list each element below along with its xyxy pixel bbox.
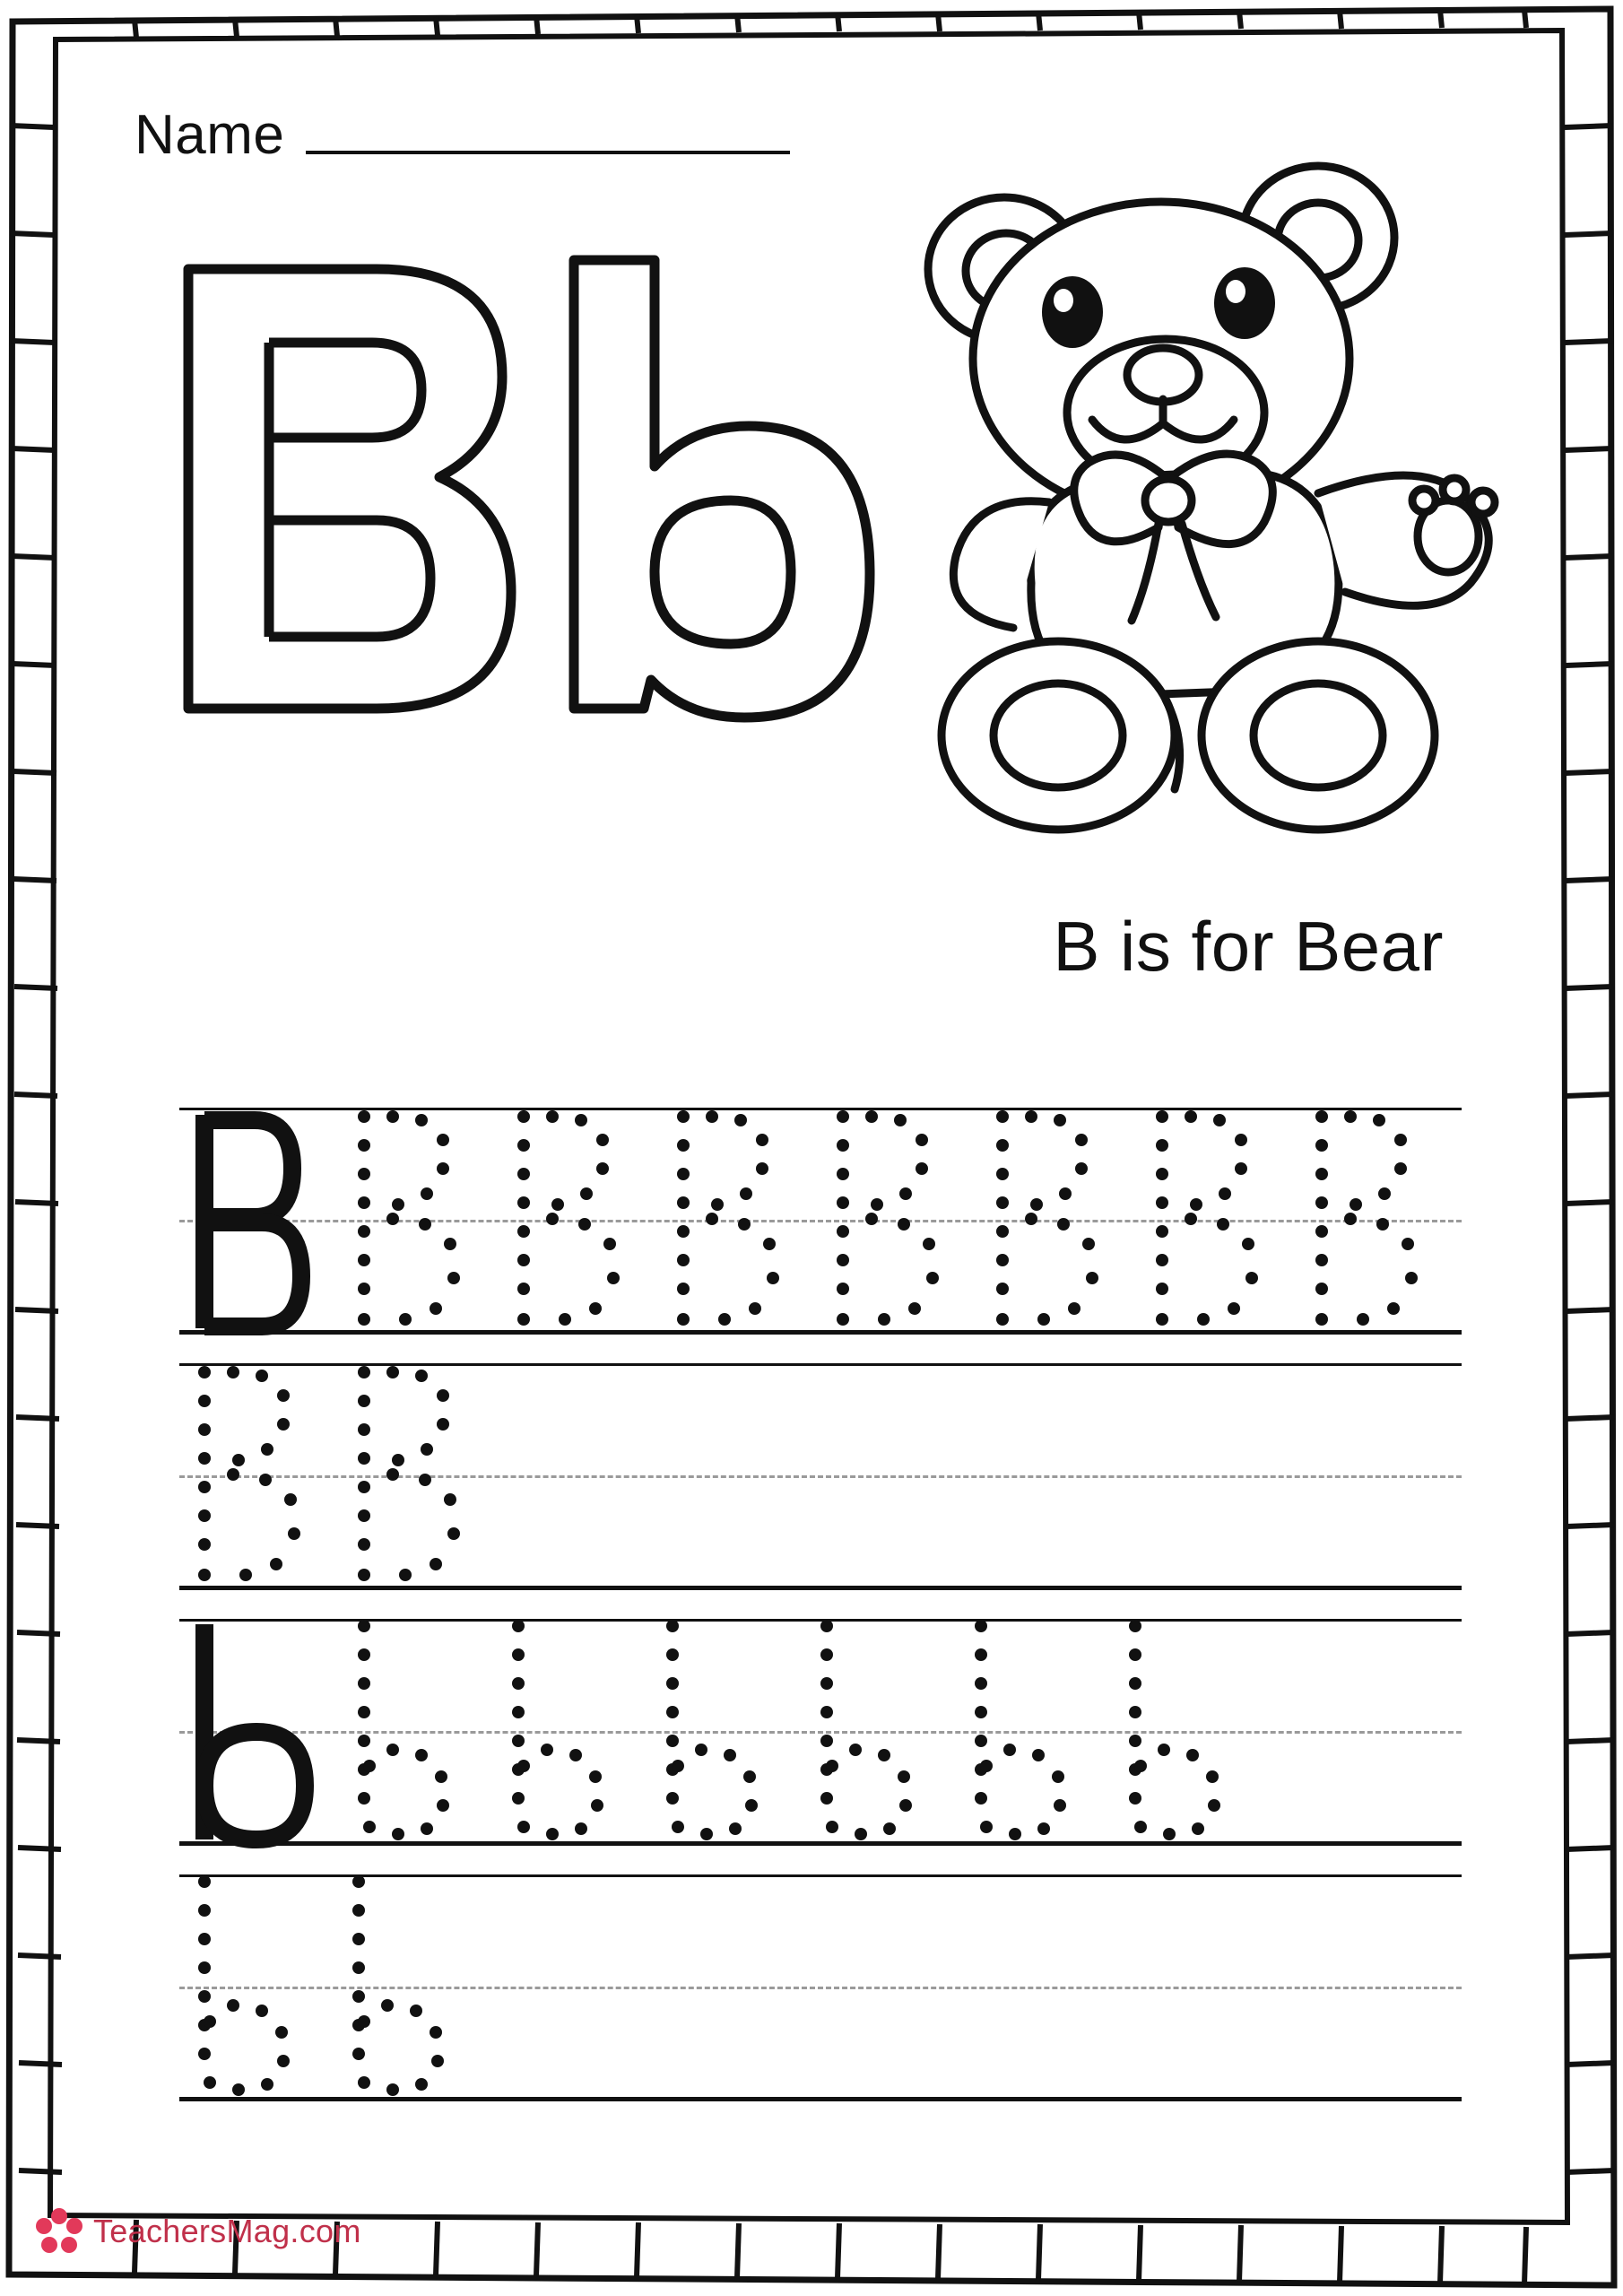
trace-glyphs-row-1 <box>179 1108 1462 1332</box>
name-label: Name <box>135 104 285 166</box>
trace-glyphs-row-2 <box>179 1363 1462 1587</box>
caption-text: B is for Bear <box>1053 907 1444 986</box>
trace-glyph <box>358 1620 1220 1840</box>
name-row <box>135 104 790 166</box>
trace-glyphs-row-4 <box>179 1874 1462 2099</box>
trace-glyphs-row-3 <box>179 1619 1462 1843</box>
trace-glyph <box>198 1366 460 1581</box>
bear-illustration <box>897 161 1542 897</box>
worksheet-content <box>54 36 1542 2224</box>
trace-row-2 <box>179 1363 1462 1587</box>
name-write-line[interactable] <box>306 151 790 154</box>
footer-brand-text: TeachersMag.com <box>93 2213 361 2249</box>
footer-branding[interactable] <box>36 2208 361 2255</box>
trace-row-4 <box>179 1874 1462 2099</box>
trace-glyph <box>198 1875 444 2096</box>
big-letters-outline <box>152 242 924 744</box>
trace-row-1 <box>179 1108 1462 1332</box>
flower-icon <box>36 2208 82 2255</box>
trace-row-3 <box>179 1619 1462 1843</box>
trace-glyph <box>358 1110 1418 1326</box>
